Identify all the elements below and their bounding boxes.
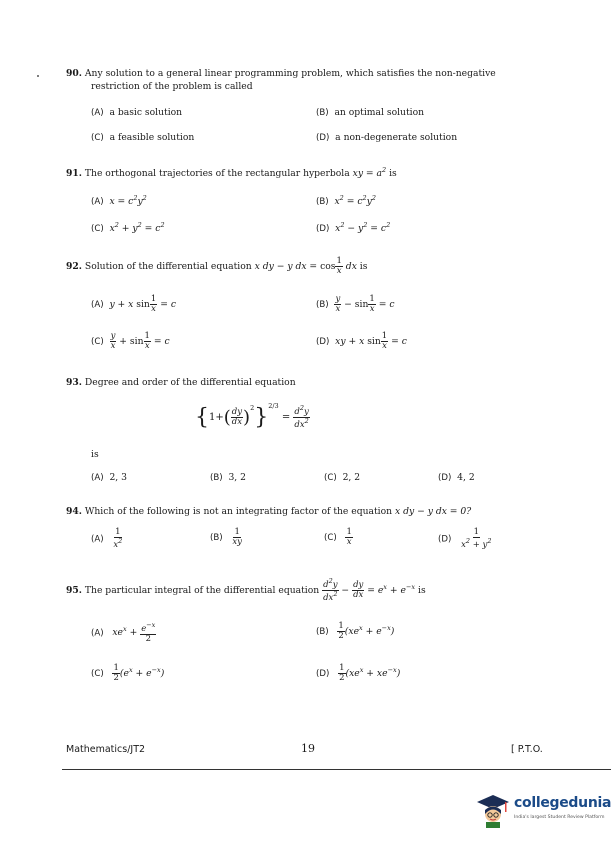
- option-math: $xe^x$ +: [112, 625, 141, 639]
- option-text: 2, 2: [342, 472, 361, 483]
- question-number: 92.: [66, 260, 82, 272]
- option-label: (C): [91, 336, 104, 347]
- equation: cos: [320, 260, 336, 272]
- question-text-cont: is: [91, 449, 99, 460]
- question-number: 94.: [66, 506, 82, 517]
- option-label: (C): [91, 668, 104, 679]
- equation: xy = $a^2$: [352, 166, 387, 180]
- fraction: $\frac{d^2y}{dx^2}$: [323, 577, 338, 603]
- fraction: $\frac{1}{xy}$: [232, 527, 242, 547]
- question-text-tail: is: [418, 584, 426, 596]
- question-text: Solution of the differential equation: [84, 260, 252, 272]
- fraction: $\frac{1}{2}$: [339, 663, 345, 683]
- equation: x dy − y dx =: [254, 260, 321, 272]
- option-label: (D): [316, 336, 330, 347]
- option-label: (A): [91, 628, 104, 639]
- option-label: (A): [91, 534, 104, 545]
- question-text-tail: is: [359, 260, 368, 272]
- fraction: $\frac{y}{x}$: [335, 294, 341, 314]
- option-math: + sin: [116, 335, 144, 347]
- option-math: = c: [150, 335, 170, 347]
- question-number: 93.: [66, 377, 82, 388]
- option-label: (A): [91, 108, 104, 118]
- option-d: [438, 528, 493, 550]
- option-math: − sin: [341, 298, 369, 310]
- option-text: a basic solution: [109, 107, 183, 118]
- fraction: $\frac{d^2y}{dx^2}$: [294, 404, 309, 430]
- fraction: $\frac{y}{x}$: [110, 331, 116, 351]
- option-label: (A): [91, 197, 104, 208]
- option-c: [91, 332, 170, 351]
- option-a: [91, 107, 182, 118]
- option-d: [316, 664, 400, 683]
- option-math: $x^2 - y^2 = c^2$: [335, 221, 391, 235]
- question-92: [66, 257, 367, 276]
- option-a: [91, 295, 176, 314]
- option-d: [316, 332, 407, 351]
- question-text: Degree and order of the differential equation: [84, 377, 296, 388]
- option-a: [91, 472, 127, 483]
- option-d: [316, 132, 457, 143]
- fraction: $\frac{1}{2}$: [338, 621, 344, 641]
- fraction: $\frac{e^{-x}}{2}$: [141, 621, 156, 644]
- option-math: $x^2 = c^2y^2$: [334, 194, 376, 208]
- footer-divider: [62, 769, 611, 770]
- option-text: a feasible solution: [109, 132, 195, 143]
- collegedunia-logo: [474, 791, 609, 829]
- question-text-tail: is: [389, 168, 397, 180]
- option-math: $(xe^x + e^{-x})$: [344, 623, 395, 637]
- equation: x dy − y dx = 0?: [395, 506, 472, 517]
- option-label: (C): [91, 133, 104, 143]
- option-math: $x^2 + y^2 = c^2$: [109, 221, 165, 235]
- fraction: $\frac{1}{x^2}$: [113, 527, 123, 550]
- option-math: $(xe^x + xe^{-x})$: [345, 665, 401, 679]
- option-b: [210, 472, 246, 483]
- question-number: 90.: [66, 68, 82, 79]
- fraction: $\frac{1}{x}$: [336, 256, 342, 276]
- option-label: (B): [316, 197, 329, 208]
- option-math: $x = c^2y^2$: [109, 194, 147, 208]
- option-c: [324, 472, 360, 483]
- fraction: $\frac{1}{x}$: [144, 331, 150, 351]
- option-label: (D): [438, 473, 452, 483]
- option-text: a non-degenerate solution: [335, 132, 458, 143]
- option-math: sin: [136, 298, 150, 310]
- option-label: (D): [316, 133, 330, 143]
- question-94: [66, 506, 471, 517]
- option-c: [91, 664, 164, 683]
- option-d: [316, 221, 390, 234]
- question-number: 95.: [66, 584, 82, 596]
- fraction: $\frac{1}{2}$: [113, 663, 119, 683]
- option-b: [316, 107, 424, 118]
- option-label: (C): [324, 473, 337, 483]
- fraction: $\frac{1}{x}$: [381, 331, 388, 351]
- question-text: The particular integral of the differential equation: [84, 584, 320, 596]
- option-label: (A): [91, 473, 104, 483]
- option-math: sin: [367, 335, 381, 347]
- option-math: = c: [375, 298, 395, 310]
- option-label: (B): [210, 473, 223, 483]
- option-label: (B): [316, 626, 329, 637]
- footer-subject: Mathematics/JT2: [66, 744, 146, 755]
- option-c: [91, 132, 194, 143]
- option-b: [316, 622, 394, 641]
- option-b: [316, 194, 376, 207]
- option-text: 4, 2: [457, 472, 475, 483]
- question-91: [66, 166, 397, 179]
- pto-label: [ P.T.O.: [511, 744, 543, 755]
- question-90: [66, 68, 496, 79]
- option-text: an optimal solution: [334, 107, 425, 118]
- option-math: = c: [157, 298, 176, 310]
- option-c: [91, 221, 165, 234]
- option-b: [210, 528, 243, 547]
- option-label: (A): [91, 299, 104, 310]
- question-number: 91.: [66, 168, 82, 180]
- option-label: (B): [210, 532, 223, 543]
- question-text: Which of the following is not an integrating factor of the equation: [84, 506, 393, 517]
- equation: = $e^x + e^{-x}$: [364, 582, 416, 596]
- page-number: 19: [301, 742, 315, 755]
- graduate-icon: [474, 791, 512, 829]
- option-label: (B): [316, 108, 329, 118]
- logo-tagline: India's largest Student Review Platform: [514, 815, 605, 820]
- option-label: (B): [316, 299, 329, 310]
- fraction: $\frac{1}{x}$: [369, 294, 375, 314]
- option-a: [91, 194, 147, 207]
- fraction: $\frac{1}{x}$: [150, 294, 157, 314]
- option-text: 2, 3: [109, 472, 127, 483]
- fraction: $\frac{dy}{dx}$: [231, 407, 243, 427]
- equation: dx: [342, 260, 357, 272]
- option-label: (D): [316, 668, 330, 679]
- option-b: [316, 295, 395, 314]
- option-a: [91, 528, 123, 550]
- option-a: [91, 622, 156, 644]
- option-c: [324, 528, 353, 547]
- option-text: 3, 2: [228, 472, 246, 483]
- option-label: (C): [91, 224, 104, 235]
- option-math: = c: [388, 335, 407, 347]
- logo-name: collegedunia: [514, 795, 611, 811]
- fraction: $\frac{1}{x^2 + y^2}$: [461, 527, 492, 550]
- option-math: y + x: [109, 298, 137, 310]
- question-text: Any solution to a general linear programming problem, which satisfies the non-negative: [84, 68, 496, 79]
- option-label: (D): [438, 534, 452, 545]
- stray-mark: [37, 75, 39, 77]
- question-text: The orthogonal trajectories of the rectangular hyperbola: [84, 168, 350, 180]
- option-label: (D): [316, 224, 330, 235]
- option-d: [438, 472, 475, 483]
- question-text-cont: restriction of the problem is called: [91, 81, 253, 92]
- fraction: $\frac{dy}{dx}$: [353, 579, 364, 600]
- question-95: 95. The particular integral of the differential equation $\frac{d^2y}{dx^2}$ − $\frac{dy}{dx}$ = $e^x + e^{-x}$ is: [66, 577, 426, 603]
- display-equation: {1+( $\frac{dy}{dx}$ )$^2$}$^{2/3}$ = $\frac{d^2y}{dx^2}$: [195, 402, 309, 430]
- fraction: $\frac{1}{x}$: [346, 527, 352, 547]
- option-label: (C): [324, 532, 337, 543]
- question-93: [66, 377, 296, 388]
- option-math: $(e^x + e^{-x})$: [119, 665, 165, 679]
- option-math: xy + x: [335, 335, 368, 347]
